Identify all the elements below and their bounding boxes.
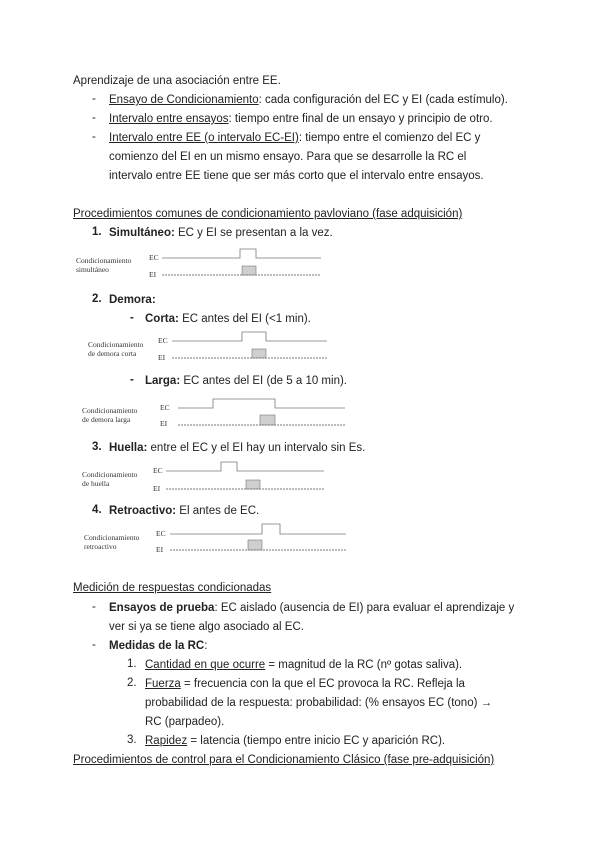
definition: = latencia (tiempo entre inicio EC y aparición RC). [187, 735, 446, 747]
intro-item-2 [109, 112, 493, 127]
term: Intervalo entre ensayos [109, 113, 229, 125]
ei-stimulus-block [242, 266, 256, 275]
procedures-title: Procedimientos comunes de condicionamiento pavloviano (fase adquisición) [73, 208, 463, 220]
term: Intervalo entre EE (o intervalo EC-EI) [109, 132, 299, 144]
procedure-desc: El antes de EC. [176, 505, 260, 517]
bullet-dash: - [130, 374, 134, 386]
diagram-label-line1: Condicionamiento [82, 406, 138, 415]
diagram-label-line1: Condicionamiento [84, 533, 140, 542]
definition: = magnitud de la RC (nº gotas saliva). [265, 659, 463, 671]
ec-signal-line [170, 524, 346, 534]
procedure-retroactivo [109, 504, 259, 519]
procedure-name: Larga: [145, 375, 181, 387]
ei-stimulus-block [260, 415, 275, 425]
diagram-demora-larga [80, 393, 340, 429]
ec-label: EC [158, 336, 168, 345]
diagram-label-line2: de demora corta [88, 349, 137, 358]
diagram-label-line2: retroactivo [84, 542, 117, 551]
ec-signal-line [172, 332, 327, 341]
bullet-dash: - [92, 639, 96, 651]
item-number: 1. [127, 658, 137, 670]
procedure-demora: Demora: [109, 294, 156, 306]
intro-item-1 [109, 93, 508, 108]
diagram-simultaneo [74, 246, 324, 280]
diagram-label-line1: Condicionamiento [82, 470, 138, 479]
procedure-desc: entre el EC y el EI hay un intervalo sin Es. [147, 442, 366, 454]
definition: : tiempo entre el comienzo del EC y [298, 132, 481, 144]
ec-signal-line [166, 462, 324, 471]
control-title: Procedimientos de control para el Condicionamiento Clásico (fase pre-adquisición) [73, 754, 495, 766]
ei-label: EI [158, 353, 166, 362]
measure-fuerza-cont-1: probabilidad de la respuesta: probabilidad: (% ensayos EC (tono) → [145, 697, 493, 709]
intro-item-3 [109, 131, 480, 146]
ei-stimulus-block [252, 349, 266, 358]
definition: : tiempo entre final de un ensayo y principio de otro. [228, 113, 493, 125]
procedure-huella [109, 441, 365, 456]
bullet-dash: - [92, 601, 96, 613]
term: Fuerza [145, 678, 181, 690]
bullet-dash: - [130, 312, 134, 324]
ei-label: EI [149, 270, 157, 279]
ei-stimulus-block [246, 480, 260, 489]
test-trials-cont: ver si ya se tiene algo asociado al EC. [109, 621, 304, 633]
item-number: 4. [92, 504, 102, 516]
procedure-name: Retroactivo: [109, 505, 177, 517]
definition: : cada configuración del EC y EI (cada estímulo). [258, 94, 508, 106]
diagram-label-line2: simultáneo [76, 265, 109, 274]
measure-fuerza [145, 677, 465, 692]
measurement-title: Medición de respuestas condicionadas [73, 582, 272, 594]
item-number: 2. [92, 293, 102, 305]
intro-item-3-cont-1: comienzo del EI en un mismo ensayo. Para que se desarrolle la RC el [109, 151, 467, 163]
ec-signal-line [178, 399, 345, 408]
item-number: 3. [127, 734, 137, 746]
ec-label: EC [156, 529, 166, 538]
colon: : [204, 640, 208, 652]
procedure-simultaneo [109, 226, 333, 241]
definition: = frecuencia con la que el EC provoca la RC. Refleja la [180, 678, 465, 690]
term: Rapidez [145, 735, 188, 747]
procedure-name: Corta: [145, 313, 179, 325]
ec-signal-line [162, 249, 321, 258]
bullet-dash: - [92, 131, 96, 143]
procedure-corta [145, 312, 311, 327]
ec-label: EC [160, 403, 170, 412]
term: Cantidad en que ocurre [145, 659, 266, 671]
measure-fuerza-cont-2: RC (parpadeo). [145, 716, 225, 728]
diagram-huella [80, 458, 340, 494]
item-number: 3. [92, 441, 102, 453]
term: Ensayo de Condicionamiento [109, 94, 259, 106]
diagram-label-line1: Condicionamiento [88, 340, 144, 349]
term: Medidas de la RC [109, 640, 205, 652]
term: Ensayos de prueba [109, 602, 215, 614]
procedure-name: Simultáneo: [109, 227, 175, 239]
item-number: 2. [127, 677, 137, 689]
intro-heading: Aprendizaje de una asociación entre EE. [73, 75, 281, 87]
procedure-desc: EC antes del EI (<1 min). [178, 313, 311, 325]
diagram-label-line1: Condicionamiento [76, 256, 132, 265]
procedure-desc: EC antes del EI (de 5 a 10 min). [180, 375, 347, 387]
procedure-desc: EC y EI se presentan a la vez. [174, 227, 333, 239]
diagram-label-line2: de demora larga [82, 415, 131, 424]
ei-label: EI [153, 484, 161, 493]
bullet-dash: - [92, 93, 96, 105]
diagram-demora-corta [86, 329, 336, 363]
ec-label: EC [153, 466, 163, 475]
ei-label: EI [160, 419, 168, 428]
ei-label: EI [156, 545, 164, 554]
measure-cantidad [145, 658, 462, 673]
procedure-name: Huella: [109, 442, 148, 454]
item-number: 1. [92, 226, 102, 238]
measures-heading [109, 639, 207, 654]
definition: : EC aislado (ausencia de EI) para evaluar el aprendizaje y [214, 602, 515, 614]
procedure-larga [145, 374, 347, 389]
ei-stimulus-block [248, 540, 262, 550]
ec-label: EC [149, 253, 159, 262]
diagram-retroactivo [82, 521, 342, 557]
intro-item-3-cont-2: intervalo entre EE tiene que ser más corto que el intervalo entre ensayos. [109, 170, 484, 182]
diagram-label-line2: de huella [82, 479, 110, 488]
test-trials [109, 601, 514, 616]
bullet-dash: - [92, 112, 96, 124]
measure-rapidez [145, 734, 445, 749]
